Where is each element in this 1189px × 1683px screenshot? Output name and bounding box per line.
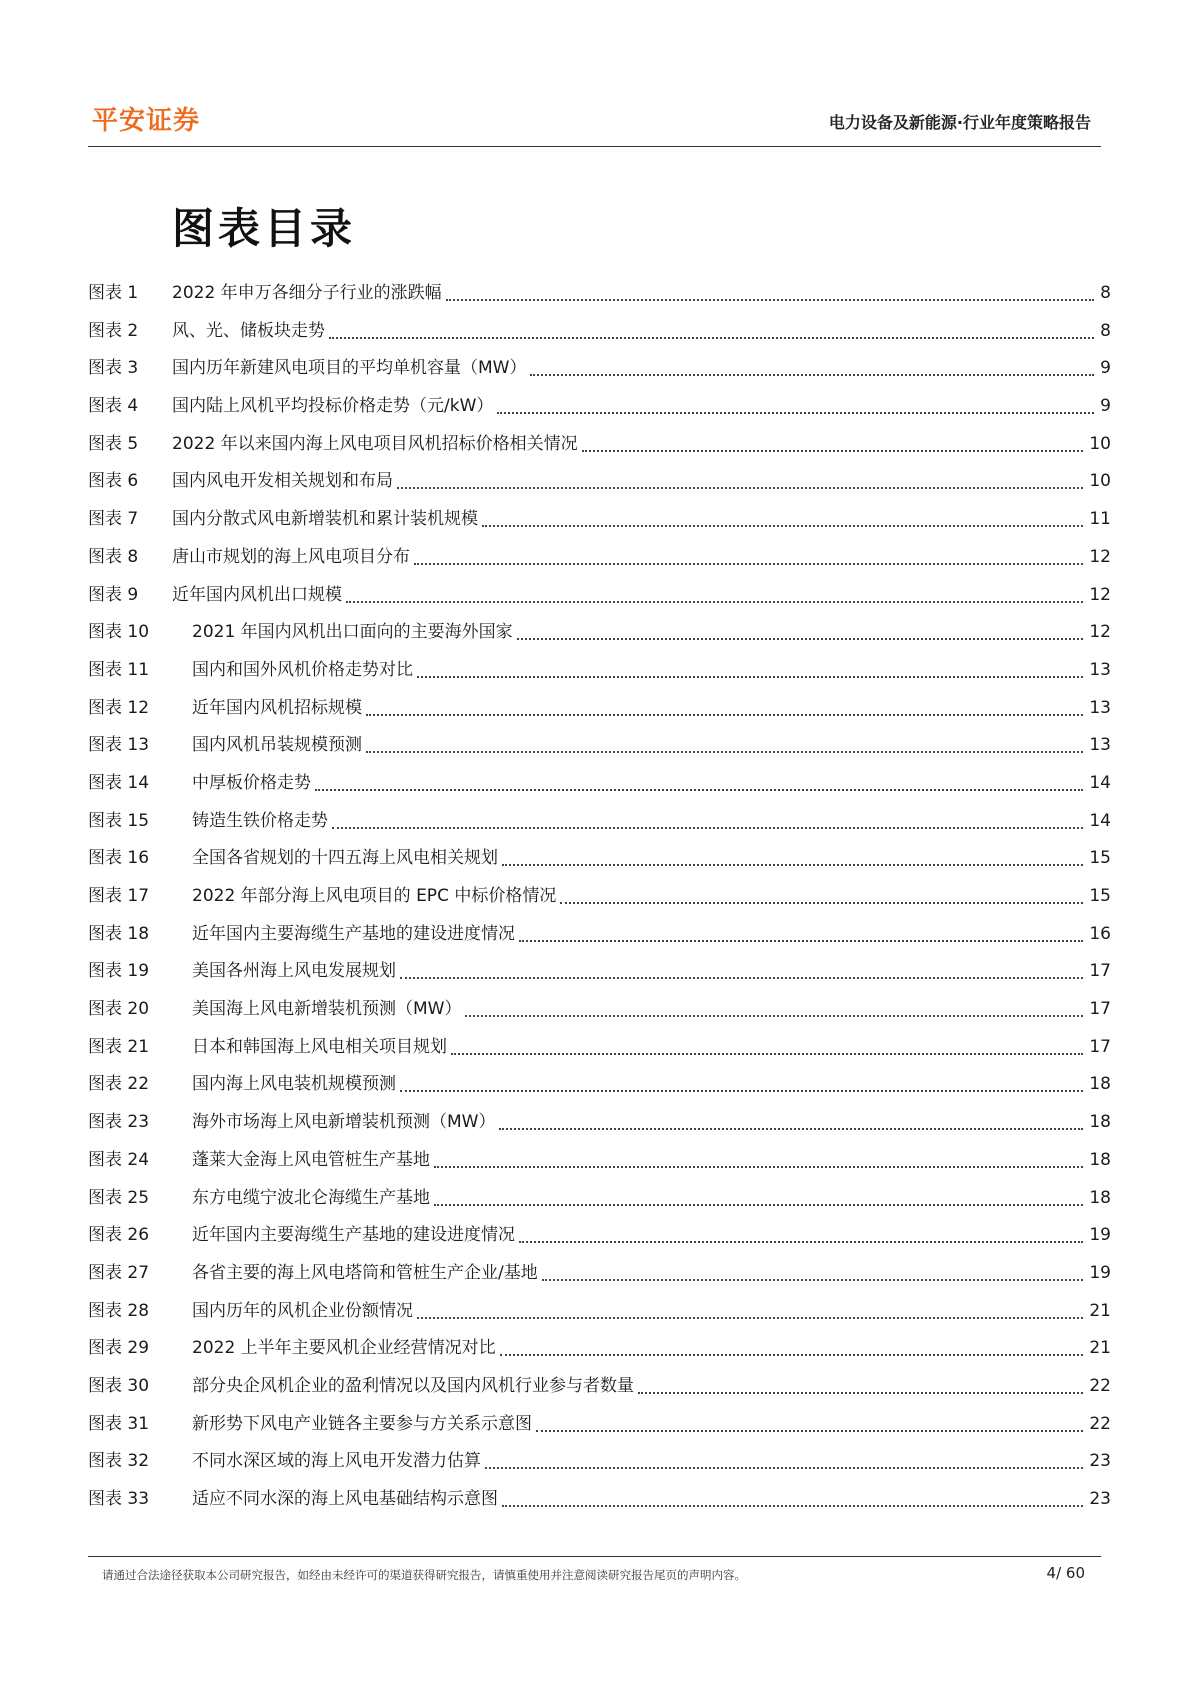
toc-entry[interactable]	[88, 1150, 1111, 1188]
toc-figure-title: 美国各州海上风电发展规划	[192, 961, 396, 982]
toc-dot-leader	[366, 735, 1083, 753]
toc-figure-label: 图表 16	[88, 848, 150, 869]
toc-dot-leader	[519, 1225, 1083, 1243]
toc-entry[interactable]	[88, 698, 1111, 736]
toc-page-number: 21	[1089, 1300, 1111, 1321]
toc-page-number: 9	[1100, 396, 1111, 417]
toc-figure-label: 图表 13	[88, 735, 150, 756]
toc-dot-leader	[582, 434, 1084, 452]
toc-figure-title: 适应不同水深的海上风电基础结构示意图	[192, 1489, 498, 1509]
toc-page-number: 15	[1089, 848, 1111, 869]
toc-figure-label: 图表 9	[88, 584, 139, 605]
page-number: 4/ 60	[1046, 1564, 1085, 1582]
toc-figure-title: 部分央企风机企业的盈利情况以及国内风机行业参与者数量	[192, 1375, 634, 1396]
toc-figure-label: 图表 11	[88, 659, 150, 680]
toc-figure-label: 图表 10	[88, 622, 150, 643]
toc-figure-title: 国内历年新建风电项目的平均单机容量（MW）	[172, 358, 527, 379]
toc-figure-title: 国内陆上风机平均投标价格走势（元/kW）	[172, 396, 494, 417]
toc-entry[interactable]	[88, 1037, 1111, 1075]
toc-page-number: 15	[1089, 886, 1111, 906]
toc-figure-label: 图表 25	[88, 1187, 150, 1208]
toc-entry[interactable]	[88, 547, 1111, 585]
toc-figure-title: 新形势下风电产业链各主要参与方关系示意图	[192, 1413, 532, 1434]
toc-dot-leader	[530, 358, 1094, 376]
toc-entry[interactable]	[88, 1338, 1111, 1376]
toc-figure-label: 图表 19	[88, 961, 150, 982]
toc-figure-title: 国内历年的风机企业份额情况	[192, 1300, 413, 1321]
toc-dot-leader	[329, 321, 1094, 339]
toc-figure-title: 日本和韩国海上风电相关项目规划	[192, 1036, 447, 1057]
toc-figure-label: 图表 21	[88, 1036, 150, 1057]
toc-dot-leader	[485, 1451, 1083, 1469]
toc-figure-title: 2022 年申万各细分子行业的涨跌幅	[172, 283, 442, 303]
toc-dot-leader	[332, 811, 1083, 829]
toc-figure-label: 图表 32	[88, 1451, 150, 1472]
toc-page-number: 22	[1089, 1375, 1111, 1396]
toc-dot-leader	[482, 509, 1083, 527]
toc-entry[interactable]	[88, 848, 1111, 886]
toc-entry[interactable]	[88, 924, 1111, 962]
toc-figure-title: 2022 上半年主要风机企业经营情况对比	[192, 1338, 496, 1359]
toc-entry[interactable]	[88, 396, 1111, 434]
toc-entry[interactable]	[88, 1489, 1111, 1527]
toc-figure-label: 图表 28	[88, 1300, 150, 1321]
toc-dot-leader	[502, 1489, 1083, 1507]
toc-figure-title: 近年国内主要海缆生产基地的建设进度情况	[192, 1225, 515, 1246]
toc-entry[interactable]	[88, 1074, 1111, 1112]
toc-page-number: 12	[1089, 584, 1111, 605]
toc-figure-label: 图表 8	[88, 546, 139, 567]
toc-figure-title: 2022 年以来国内海上风电项目风机招标价格相关情况	[172, 433, 578, 454]
toc-figure-title: 蓬莱大金海上风电管桩生产基地	[192, 1149, 430, 1170]
toc-entry[interactable]	[88, 1376, 1111, 1414]
toc-dot-leader	[446, 283, 1095, 301]
toc-figure-label: 图表 14	[88, 772, 150, 793]
toc-dot-leader	[465, 999, 1083, 1017]
toc-figure-label: 图表 22	[88, 1074, 150, 1095]
toc-page-number: 23	[1089, 1451, 1111, 1472]
toc-figure-title: 国内风机吊装规模预测	[192, 735, 362, 756]
toc-page-number: 10	[1089, 433, 1111, 454]
toc-figure-title: 2021 年国内风机出口面向的主要海外国家	[192, 622, 513, 643]
toc-page-number: 17	[1089, 961, 1111, 982]
toc-dot-leader	[414, 547, 1083, 565]
report-title: 电力设备及新能源·行业年度策略报告	[828, 113, 1091, 132]
toc-figure-title: 美国海上风电新增装机预测（MW）	[192, 999, 462, 1020]
brand-logo: 平安证券	[92, 106, 201, 136]
toc-entry[interactable]	[88, 886, 1111, 924]
toc-dot-leader	[400, 1074, 1083, 1092]
toc-figure-title: 2022 年部分海上风电项目的 EPC 中标价格情况	[192, 886, 557, 906]
toc-figure-label: 图表 24	[88, 1149, 150, 1170]
toc-page-number: 13	[1089, 659, 1111, 680]
page-header	[88, 96, 1101, 147]
toc-figure-label: 图表 7	[88, 509, 139, 530]
toc-entry[interactable]	[88, 434, 1111, 472]
toc-dot-leader	[417, 1301, 1083, 1319]
toc-page-number: 9	[1100, 358, 1111, 379]
toc-page-number: 18	[1089, 1149, 1111, 1170]
toc-dot-leader	[519, 924, 1083, 942]
toc-page-number: 12	[1089, 546, 1111, 567]
toc-figure-title: 铸造生铁价格走势	[192, 810, 328, 831]
toc-figure-label: 图表 17	[88, 886, 150, 906]
toc-dot-leader	[400, 961, 1083, 979]
toc-figure-title: 中厚板价格走势	[192, 772, 311, 793]
toc-dot-leader	[397, 471, 1083, 489]
toc-figure-title: 国内和国外风机价格走势对比	[192, 659, 413, 680]
toc-page-number: 18	[1089, 1112, 1111, 1133]
toc-figure-title: 全国各省规划的十四五海上风电相关规划	[192, 848, 498, 869]
toc-entry[interactable]	[88, 321, 1111, 359]
footer-disclaimer: 请通过合法途径获取本公司研究报告，如经由未经许可的渠道获得研究报告，请慎重使用并注意阅读研究报告尾页的声明内容。	[102, 1568, 746, 1582]
toc-entry[interactable]	[88, 471, 1111, 509]
toc-dot-leader	[499, 1112, 1083, 1130]
toc-figure-label: 图表 6	[88, 471, 139, 492]
toc-page-number: 17	[1089, 999, 1111, 1020]
toc-figure-title: 海外市场海上风电新增装机预测（MW）	[192, 1112, 496, 1133]
toc-entry[interactable]	[88, 735, 1111, 773]
toc-dot-leader	[366, 698, 1083, 716]
toc-page-number: 19	[1089, 1225, 1111, 1246]
toc-page-number: 14	[1089, 772, 1111, 793]
toc-page-number: 13	[1089, 735, 1111, 756]
toc-figure-title: 东方电缆宁波北仑海缆生产基地	[192, 1187, 430, 1208]
toc-figure-title: 国内海上风电装机规模预测	[192, 1074, 396, 1095]
toc-figure-label: 图表 1	[88, 283, 139, 303]
toc-figure-title: 国内风电开发相关规划和布局	[172, 471, 393, 492]
table-of-figures	[88, 283, 1111, 1527]
toc-page-number: 23	[1089, 1489, 1111, 1509]
toc-page-number: 14	[1089, 810, 1111, 831]
toc-entry[interactable]	[88, 283, 1111, 321]
footer-divider	[88, 1556, 1101, 1557]
toc-entry[interactable]	[88, 999, 1111, 1037]
toc-entry[interactable]	[88, 1301, 1111, 1339]
toc-page-number: 17	[1089, 1036, 1111, 1057]
toc-entry[interactable]	[88, 1414, 1111, 1452]
page-title: 图表目录	[172, 204, 357, 253]
toc-figure-title: 不同水深区域的海上风电开发潜力估算	[192, 1451, 481, 1472]
toc-figure-title: 风、光、储板块走势	[172, 320, 325, 341]
toc-entry[interactable]	[88, 961, 1111, 999]
toc-dot-leader	[638, 1376, 1083, 1394]
toc-figure-label: 图表 5	[88, 433, 139, 454]
toc-entry[interactable]	[88, 622, 1111, 660]
toc-figure-label: 图表 2	[88, 320, 139, 341]
toc-figure-title: 各省主要的海上风电塔筒和管桩生产企业/基地	[192, 1262, 538, 1283]
toc-figure-title: 近年国内风机招标规模	[192, 697, 362, 718]
toc-page-number: 18	[1089, 1187, 1111, 1208]
toc-dot-leader	[536, 1414, 1083, 1432]
toc-entry[interactable]	[88, 1263, 1111, 1301]
toc-page-number: 12	[1089, 622, 1111, 643]
toc-entry[interactable]	[88, 358, 1111, 396]
toc-figure-label: 图表 27	[88, 1262, 150, 1283]
toc-entry[interactable]	[88, 509, 1111, 547]
toc-entry[interactable]	[88, 1188, 1111, 1226]
toc-figure-title: 近年国内风机出口规模	[172, 584, 342, 605]
toc-entry[interactable]	[88, 1112, 1111, 1150]
toc-page-number: 10	[1089, 471, 1111, 492]
toc-figure-label: 图表 15	[88, 810, 150, 831]
toc-figure-label: 图表 20	[88, 999, 150, 1020]
toc-dot-leader	[417, 660, 1083, 678]
toc-dot-leader	[315, 773, 1083, 791]
toc-page-number: 11	[1089, 509, 1111, 530]
toc-dot-leader	[497, 396, 1094, 414]
toc-figure-title: 国内分散式风电新增装机和累计装机规模	[172, 509, 478, 530]
toc-entry[interactable]	[88, 1225, 1111, 1263]
toc-page-number: 21	[1089, 1338, 1111, 1359]
toc-entry[interactable]	[88, 811, 1111, 849]
toc-figure-title: 唐山市规划的海上风电项目分布	[172, 546, 410, 567]
toc-page-number: 16	[1089, 923, 1111, 944]
toc-figure-label: 图表 18	[88, 923, 150, 944]
toc-page-number: 19	[1089, 1262, 1111, 1283]
toc-figure-label: 图表 3	[88, 358, 139, 379]
toc-figure-label: 图表 12	[88, 697, 150, 718]
toc-entry[interactable]	[88, 1451, 1111, 1489]
toc-page-number: 8	[1100, 320, 1111, 341]
toc-dot-leader	[542, 1263, 1084, 1281]
toc-dot-leader	[434, 1188, 1083, 1206]
toc-page-number: 8	[1100, 283, 1111, 303]
toc-entry[interactable]	[88, 773, 1111, 811]
toc-figure-title: 近年国内主要海缆生产基地的建设进度情况	[192, 923, 515, 944]
toc-figure-label: 图表 26	[88, 1225, 150, 1246]
toc-page-number: 18	[1089, 1074, 1111, 1095]
toc-dot-leader	[500, 1338, 1084, 1356]
toc-entry[interactable]	[88, 660, 1111, 698]
toc-figure-label: 图表 4	[88, 396, 139, 417]
toc-entry[interactable]	[88, 585, 1111, 623]
toc-page-number: 13	[1089, 697, 1111, 718]
toc-figure-label: 图表 30	[88, 1375, 150, 1396]
toc-figure-label: 图表 23	[88, 1112, 150, 1133]
toc-dot-leader	[451, 1037, 1083, 1055]
toc-page-number: 22	[1089, 1413, 1111, 1434]
toc-dot-leader	[517, 622, 1084, 640]
toc-figure-label: 图表 29	[88, 1338, 150, 1359]
toc-dot-leader	[502, 848, 1083, 866]
toc-dot-leader	[434, 1150, 1083, 1168]
toc-figure-label: 图表 33	[88, 1489, 150, 1509]
toc-dot-leader	[560, 886, 1083, 904]
toc-figure-label: 图表 31	[88, 1413, 150, 1434]
toc-dot-leader	[346, 585, 1083, 603]
